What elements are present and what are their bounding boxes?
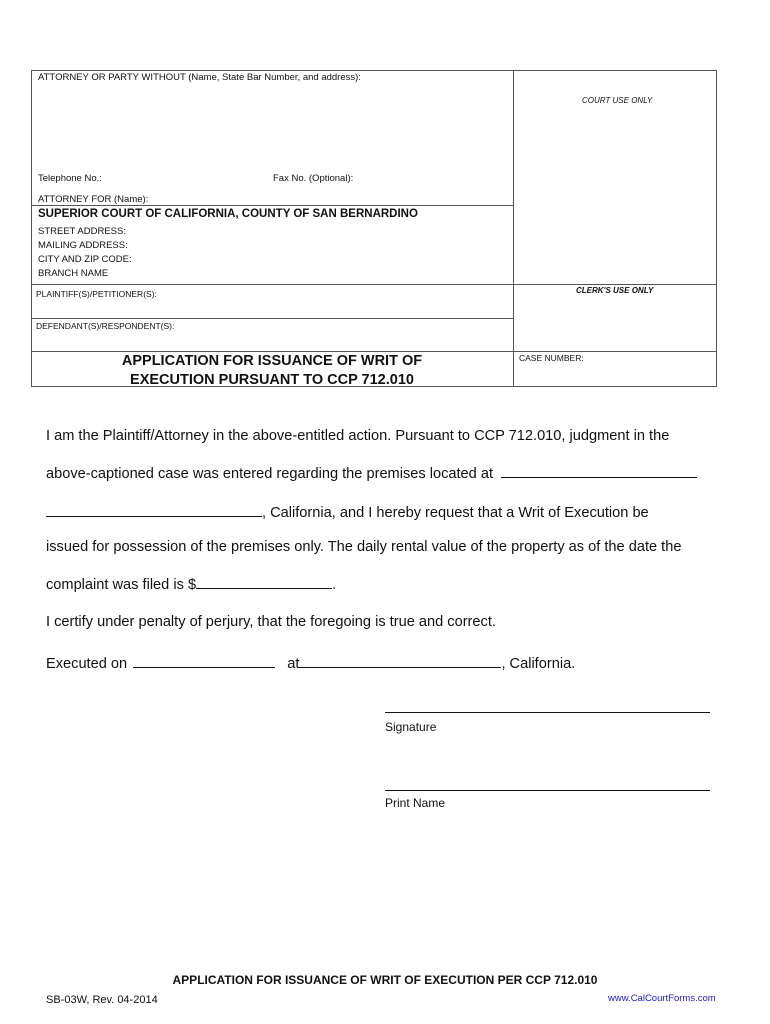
plaintiff-divider: [31, 284, 717, 285]
form-number: SB-03W, Rev. 04-2014: [46, 994, 158, 1006]
website-link[interactable]: www.CalCourtForms.com: [608, 993, 716, 1004]
mailing-address-label: MAILING ADDRESS:: [38, 240, 128, 251]
telephone-label: Telephone No.:: [38, 173, 102, 184]
street-address-label: STREET ADDRESS:: [38, 226, 126, 237]
plaintiff-label: PLAINTIFF(S)/PETITIONER(S):: [36, 289, 157, 299]
body-line-3-text: , California, and I hereby request that a Writ of Execution be: [262, 505, 649, 521]
fax-label: Fax No. (Optional):: [273, 173, 354, 184]
signature-line[interactable]: [385, 712, 710, 713]
body-line-1: I am the Plaintiff/Attorney in the above-entitled action. Pursuant to CCP 712.010, judgment in the: [46, 428, 670, 444]
body-line-2: [46, 464, 697, 482]
california-label: , California.: [501, 656, 576, 672]
city-zip-label: CITY AND ZIP CODE:: [38, 254, 132, 265]
branch-name-label: BRANCH NAME: [38, 268, 109, 279]
form-title-line1: APPLICATION FOR ISSUANCE OF WRIT OF: [121, 353, 423, 369]
case-number-label: CASE NUMBER:: [519, 353, 584, 363]
attorney-for-label: ATTORNEY FOR (Name):: [38, 194, 149, 205]
body-line-3: [46, 503, 649, 521]
body-line-5-text: complaint was filed is $: [46, 577, 197, 593]
attorney-label: ATTORNEY OR PARTY WITHOUT (Name, State Bar Number, and address):: [38, 72, 361, 83]
caption-box: [31, 70, 717, 387]
form-title-line2: EXECUTION PURSUANT TO CCP 712.010: [130, 372, 414, 388]
body-line-4: issued for possession of the premises only. The daily rental value of the property as of the date the: [46, 539, 682, 555]
body-line-5-period: .: [332, 577, 337, 593]
print-name-label: Print Name: [385, 796, 446, 810]
attorney-for-divider: [31, 205, 513, 206]
caption-vertical-divider: [513, 70, 514, 387]
footer-title: APPLICATION FOR ISSUANCE OF WRIT OF EXECUTION PER CCP 712.010: [172, 973, 598, 987]
executed-location-blank[interactable]: [299, 654, 501, 668]
form-title: [31, 352, 513, 390]
court-use-only-label: COURT USE ONLY: [582, 96, 653, 105]
body-line-2-text: above-captioned case was entered regarding the premises located at: [46, 466, 494, 482]
print-name-line[interactable]: [385, 790, 710, 791]
at-label: at: [287, 656, 300, 672]
premises-address-blank[interactable]: [501, 464, 697, 478]
body-line-6: I certify under penalty of perjury, that the foregoing is true and correct.: [46, 614, 496, 630]
body-line-5: [46, 575, 336, 593]
defendant-label: DEFENDANT(S)/RESPONDENT(S):: [36, 321, 175, 331]
court-name: SUPERIOR COURT OF CALIFORNIA, COUNTY OF SAN BERNARDINO: [38, 208, 418, 220]
signature-label: Signature: [385, 720, 437, 734]
executed-on-label: Executed on: [46, 656, 128, 672]
daily-rental-value-blank[interactable]: [196, 575, 332, 589]
clerks-use-only-label: CLERK'S USE ONLY: [576, 286, 654, 295]
defendant-divider: [31, 318, 513, 319]
executed-line: [46, 654, 575, 672]
premises-city-blank[interactable]: [46, 503, 262, 517]
executed-date-blank[interactable]: [133, 654, 275, 668]
